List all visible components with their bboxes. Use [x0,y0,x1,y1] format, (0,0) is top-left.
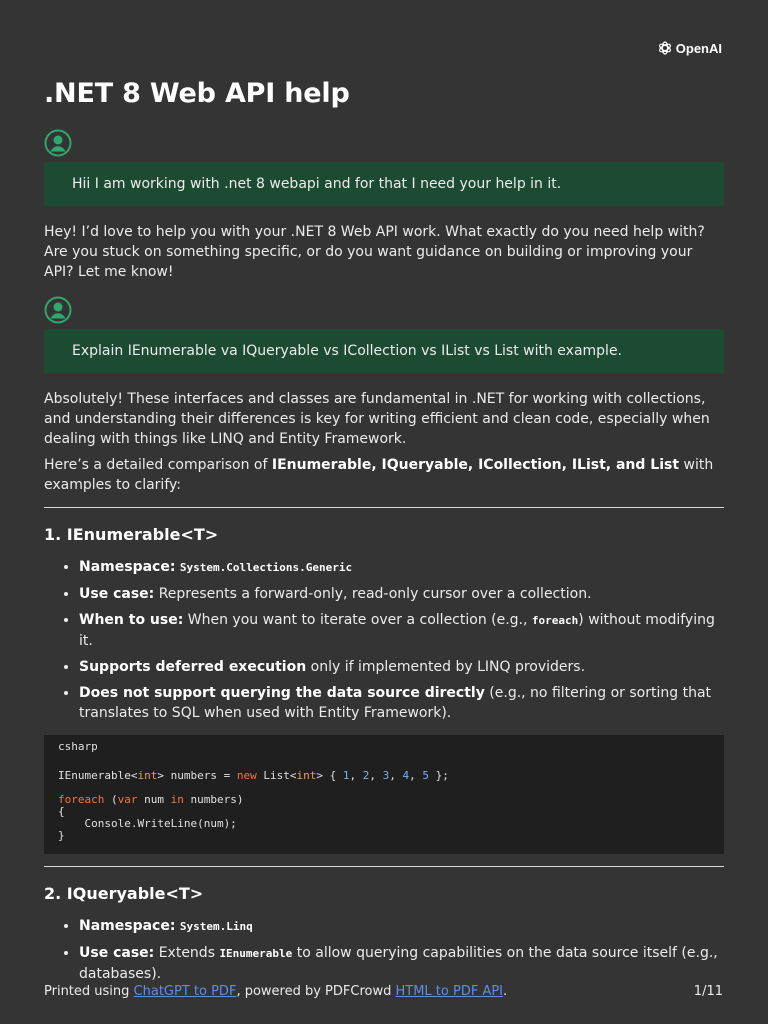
code-language-label: csharp [58,740,98,753]
list-item: • Supports deferred execution only if implemented by LINQ providers. [79,657,724,677]
chatgpt-to-pdf-link[interactable]: ChatGPT to PDF [133,984,237,999]
divider [44,507,724,508]
code-block [44,735,724,854]
list-item: • Does not support querying the data source directly (e.g., no filtering or sorting that translates to SQL when used with Entity Framework). [79,683,724,723]
divider [44,866,724,867]
page-number: 1/11 [693,984,723,999]
list-item: • Use case: Extends IEnumerable to allow querying capabilities on the data source itself (e.g., databases). [79,943,724,984]
user-message: Hii I am working with .net 8 webapi and for that I need your help in it. [44,162,724,206]
footer-credit: Printed using ChatGPT to PDF, powered by PDFCrowd HTML to PDF API. [44,984,508,999]
list-item: • Namespace: System.Collections.Generic [79,557,724,578]
user-avatar-icon [44,129,72,157]
answer-intro: Absolutely! These interfaces and classes are fundamental in .NET for working with collections, and understanding their differences is key for writing efficient and clean code, especially when dealing with things like LINQ and Entity Framework. [44,391,710,447]
section-heading: 2. IQueryable<T> [44,884,204,903]
list-item: • Namespace: System.Linq [79,916,724,937]
section-list [44,916,724,984]
user-message: Explain IEnumerable va IQueryable vs ICollection vs IList vs List with example. [44,329,724,373]
html-to-pdf-api-link[interactable]: HTML to PDF API [395,984,504,999]
assistant-message: Hey! I’d love to help you with your .NET 8 Web API work. What exactly do you need help with? Are you stuck on something specific, or do you want guidance on building or improving your API? Let me know! [44,224,705,280]
section-list [44,557,724,723]
conversation [44,78,724,990]
user-avatar-icon [44,296,72,324]
openai-logo-icon [657,40,673,56]
page-title: .NET 8 Web API help [44,78,350,109]
code-content: IEnumerable<int> numbers = new List<int> { 1, 2, 3, 4, 5 }; foreach (var num in numbers) { Console.WriteLine(num); } [58,769,449,842]
section-heading: 1. IEnumerable<T> [44,525,219,544]
openai-logo-text: OpenAI [675,40,722,56]
answer-comparison: Here’s a detailed comparison of IEnumerable, IQueryable, ICollection, IList, and List with examples to clarify: [44,457,714,493]
list-item: • When to use: When you want to iterate over a collection (e.g., foreach) without modifying it. [79,610,724,651]
list-item: • Use case: Represents a forward-only, read-only cursor over a collection. [79,584,724,604]
page-footer [44,984,723,999]
openai-logo [657,40,722,56]
